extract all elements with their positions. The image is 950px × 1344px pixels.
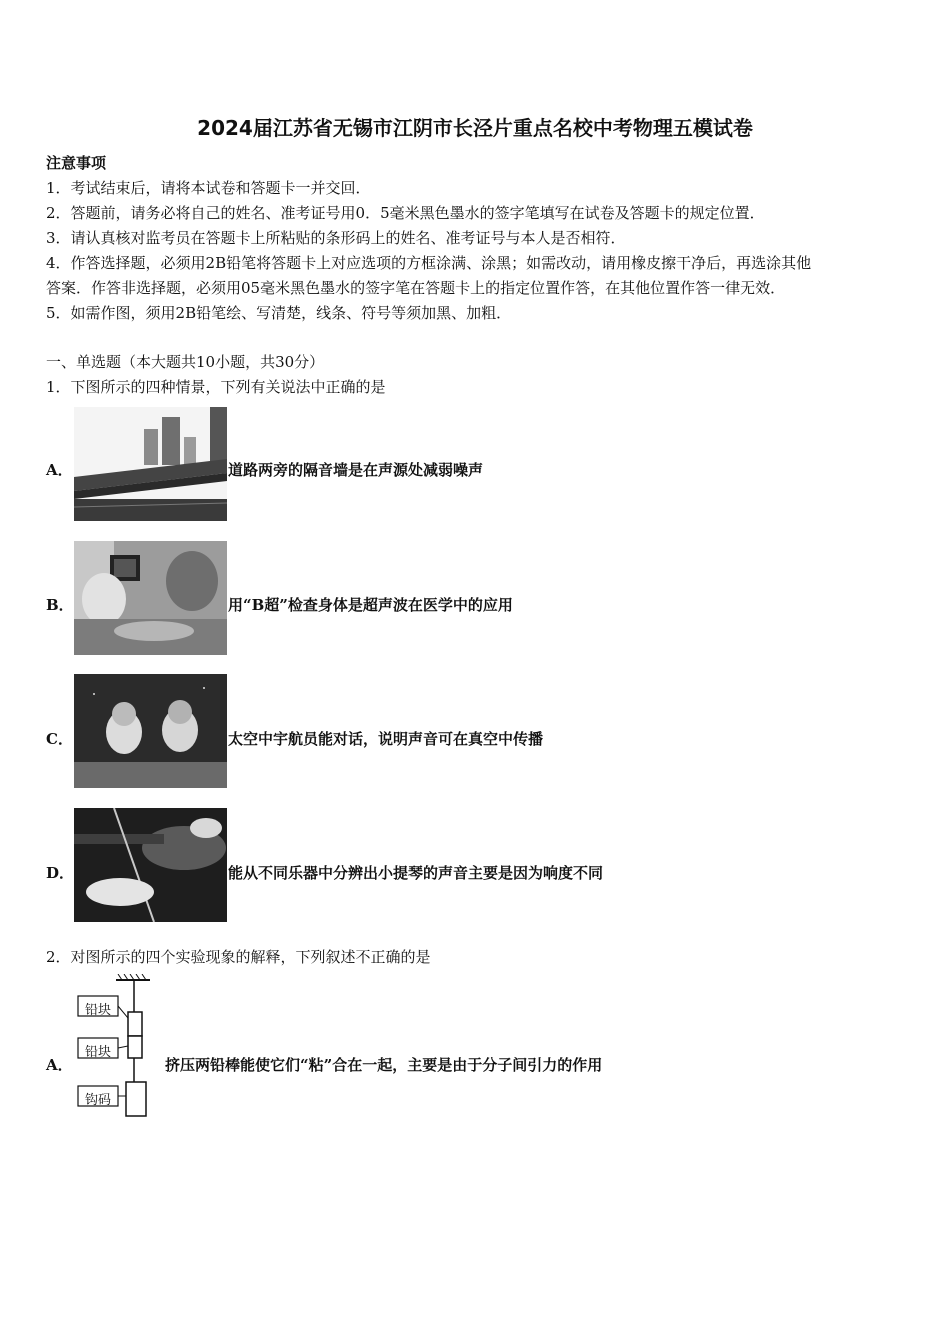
option-b-text: 用“B超”检查身体是超声波在医学中的应用 [228,596,513,614]
notice-heading: 注意事项 [46,154,107,172]
option-c-letter: C． [46,730,73,748]
ultrasound-photo [74,541,227,655]
violin-photo [74,808,227,922]
option-a-letter: A． [46,461,73,479]
question-2-stem: 2．对图所示的四个实验现象的解释，下列叙述不正确的是 [46,948,431,966]
page-title: 2024届江苏省无锡市江阴市长泾片重点名校中考物理五模试卷 [197,116,753,140]
notice-item: 答案．作答非选择题，必须用05毫米黑色墨水的签字笔在答题卡上的指定位置作答，在其他位置作答一律无效． [46,279,786,297]
astronauts-photo [74,674,227,788]
notice-item: 3．请认真核对监考员在答题卡上所粘贴的条形码上的姓名、准考证号与本人是否相符． [46,229,626,247]
option-d-letter: D． [46,864,75,882]
question-1-stem: 1．下图所示的四种情景，下列有关说法中正确的是 [46,378,386,396]
sound-barrier-photo [74,407,227,521]
q2-option-a-text: 挤压两铅棒能使它们“粘”合在一起，主要是由于分子间引力的作用 [165,1056,603,1074]
option-b-letter: B． [46,596,74,614]
diagram-label-lead-2: 铅块 [84,1045,111,1060]
diagram-label-weight: 钩码 [84,1093,111,1108]
diagram-label-lead-1: 铅块 [84,1003,111,1018]
q2-option-a-letter: A． [46,1056,73,1074]
notice-item: 4．作答选择题，必须用2B铅笔将答题卡上对应选项的方框涂满、涂黑；如需改动，请用橡皮擦干净后，再选涂其他 [46,254,812,272]
option-a-text: 道路两旁的隔音墙是在声源处减弱噪声 [228,461,484,479]
option-d-text: 能从不同乐器中分辨出小提琴的声音主要是因为响度不同 [228,864,604,882]
notice-item: 2．答题前，请务必将自己的姓名、准考证号用0．5毫米黑色墨水的签字笔填写在试卷及答题卡的规定位置． [46,204,765,222]
notice-item: 5．如需作图，须用2B铅笔绘、写清楚，线条、符号等须加黑、加粗． [46,304,512,322]
option-c-text: 太空中宇航员能对话，说明声音可在真空中传播 [228,730,544,748]
section-heading: 一、单选题（本大题共10小题，共30分） [46,353,325,371]
lead-blocks-diagram [74,974,160,1120]
notice-item: 1．考试结束后，请将本试卷和答题卡一并交回． [46,179,371,197]
